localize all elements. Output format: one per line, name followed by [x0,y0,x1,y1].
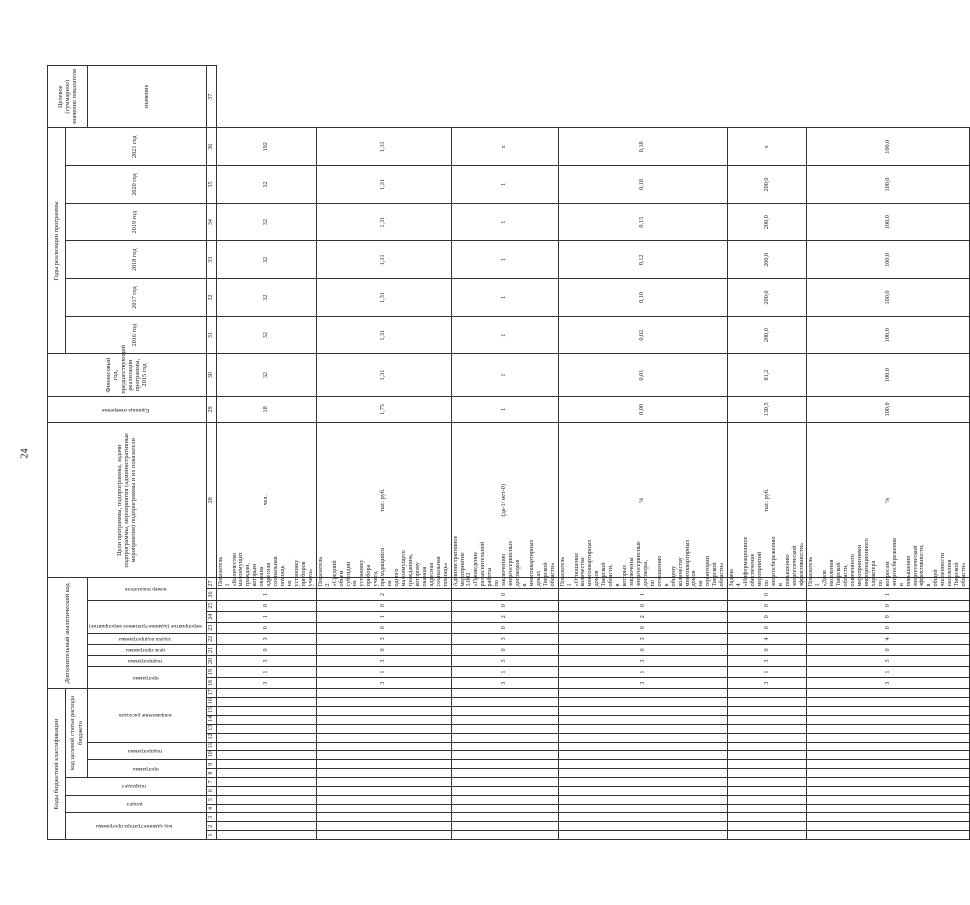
dak-cell: 0 [558,644,728,655]
col-number: 23 [206,622,216,633]
dak-cell: 0 [451,589,558,600]
dak-cell: 0 [728,644,807,655]
col-number: 29 [206,396,216,423]
dak-cell: 0 [728,600,807,611]
unit-cell: % [558,423,728,578]
programma-header: программа [88,760,207,778]
podprogramma-header: подпрограмма [88,742,207,760]
dak-meropriyatie-header: мероприятие (административное мероприятие) [88,600,207,633]
dak-cell: 0 [558,622,728,633]
admin-code-header: код администратора программы [66,813,207,840]
year-value: 100,0 [807,316,970,354]
dak-group-header: Дополнительный аналитический код [48,578,88,689]
year-2017-header: 2017 год [66,279,207,317]
unit-header: Единица измерения [48,396,207,423]
indicator-text: Задача 4 «Информационное обеспечение мероприятий по энергосбережению и повышению энергетической эффективности» [728,578,807,589]
dak-cell: 3 [807,678,970,689]
year-value: 1,31 [316,241,451,279]
col-number: 33 [206,241,216,279]
year-2021-header: 2021 год [66,128,207,166]
dak-cell: 0 [451,600,558,611]
dak-cell: 3 [807,655,970,666]
col-number: 17 [206,689,216,698]
year-2020-header: 2020 год [66,166,207,204]
dak-cell: 0 [807,611,970,622]
dak-cell: 2 [558,611,728,622]
target-value: 192 [216,128,316,166]
col-number: 14 [206,715,216,724]
year-value: 0,18 [558,166,728,204]
dak-cell: 3 [728,655,807,666]
dak-cell: 0 [728,611,807,622]
col-number: 15 [206,707,216,716]
page-number: 24 [19,448,31,459]
col-number: 35 [206,166,216,204]
year-2019-header: 2019 год [66,203,207,241]
target-group-header: Целевое (суммарное) значение показателя [48,66,88,128]
year-value: 81,2 [728,354,807,396]
year-value: 32 [216,203,316,241]
dak-cell: 0 [451,644,558,655]
col-number: 31 [206,316,216,354]
dak-cell: 0 [807,600,970,611]
year-value: 32 [216,354,316,396]
table-row [316,66,451,840]
col-number: 18 [206,678,216,689]
indicator-text: Показатель 1 «Доля населения Тверской области, охваченного мероприятиями информационного характера по вопросам энергосбережения и повышения энергетической эффективности, в общей численности населения Тверской области» [807,578,970,589]
col-number: 16 [206,698,216,707]
dak-cell: 0 [728,622,807,633]
year-value: 1 [451,354,558,396]
year-value: 1,31 [316,166,451,204]
dak-cell: 1 [216,667,316,678]
year-value: 0,12 [558,241,728,279]
column-number-row [206,66,216,840]
col-number: 24 [206,611,216,622]
year-value: 100,0 [807,203,970,241]
dak-cell: 3 [216,678,316,689]
dak-cell: 1 [451,667,558,678]
year-value: 32 [216,166,316,204]
year-value: 1 [451,166,558,204]
dak-cell: 0 [558,600,728,611]
dak-zadacha-header: задача подпрограммы [88,633,207,644]
year-value: 200,0 [728,279,807,317]
target-value: х [728,128,807,166]
dak-cell: 0 [807,622,970,633]
landscape-page [47,65,968,840]
col-number: 2 [206,822,216,831]
unit-cell: тыс. руб. [728,423,807,578]
dak-cell: 1 [807,589,970,600]
unit-cell: (да-1/ нет-0) [451,423,558,578]
year-value: 1 [451,279,558,317]
table-row [451,66,558,840]
year-value: 1 [451,316,558,354]
dak-cell: 3 [451,655,558,666]
dak-cell: 0 [728,589,807,600]
dak-cell: 3 [558,633,728,644]
year-value: 100,0 [807,354,970,396]
dak-cell: 4 [728,633,807,644]
col-number: 22 [206,633,216,644]
indicator-text: Показатель 1 «Количество малоимущих граждан, которым оказана адресная социальная помощь на установку приборов учета» [216,578,316,589]
col-number: 1 [206,831,216,840]
dak-cell: 0 [807,644,970,655]
col-number: 27 [206,578,216,589]
dak-cell: 0 [316,600,451,611]
dak-cell: 3 [316,633,451,644]
base-value: 1,75 [316,396,451,423]
year-value: 0,02 [558,316,728,354]
fin-year-header: Финансовый год, предшествующий реализации программы, 2015 год [48,354,207,396]
dak-cell: 1 [728,667,807,678]
table-row [807,66,970,840]
dak-cell: 1 [316,667,451,678]
table-row [728,66,807,840]
dak-cell: 0 [316,622,451,633]
base-value: 1 [451,396,558,423]
dak-cell: 3 [216,633,316,644]
kbk-group-header: Коды бюджетной классификации [48,689,66,840]
dak-cell: 3 [316,655,451,666]
podrazdel-header: подраздел [66,777,207,795]
col-number: 26 [206,589,216,600]
col-number: 36 [206,128,216,166]
col-number: 19 [206,667,216,678]
dak-cell: 1 [558,589,728,600]
year-value: 32 [216,241,316,279]
year-value: 32 [216,316,316,354]
col-number: 13 [206,724,216,733]
target-value: 0,18 [558,128,728,166]
col-number: 4 [206,804,216,813]
col-number: 3 [206,813,216,822]
dak-cell: 4 [807,633,970,644]
program-table [47,65,970,840]
dak-cell: 1 [216,611,316,622]
dak-cell: 1 [807,667,970,678]
header-row-groups [48,66,66,840]
dak-cell: 3 [316,678,451,689]
col-number: 28 [206,423,216,578]
year-value: 0,15 [558,203,728,241]
base-value: 130,5 [728,396,807,423]
unit-cell: % [807,423,970,578]
base-value: 18 [216,396,316,423]
target-value-header: значение [88,66,207,128]
year-value: 200,0 [728,203,807,241]
year-value: 32 [216,279,316,317]
unit-cell: тыс. руб. [316,423,451,578]
target-value: 100,0 [807,128,970,166]
target-value: 1,31 [316,128,451,166]
table-row [558,66,728,840]
dak-cell: 3 [451,678,558,689]
years-group-header: Годы реализации программы [48,128,66,354]
col-number: 20 [206,655,216,666]
dak-cell: 0 [216,622,316,633]
col-number: 6 [206,786,216,795]
year-value: 0,01 [558,354,728,396]
goals-header: Цели программы, подпрограммы, задачи подпрограммы, мероприятия (административные мероприятия) подпрограммы и их показатели [48,423,207,578]
year-value: 1,31 [316,316,451,354]
col-number: 5 [206,795,216,804]
year-value: 1,31 [316,354,451,396]
indicator-text: Административное мероприятие 3.002 «Проведение разъяснительной работы по заключению энергосервисных договоров в многоквартирных домах Тверской области» [451,578,558,589]
dak-cell: 0 [316,644,451,655]
year-value: 200,0 [728,316,807,354]
year-2016-header: 2016 год [66,316,207,354]
year-value: 1 [451,241,558,279]
col-number: 10 [206,751,216,760]
year-value: 100,0 [807,241,970,279]
dak-cell: 3 [451,633,558,644]
dak-cell: 0 [216,644,316,655]
year-value: 1,31 [316,279,451,317]
indicator-text: Показатель 1 «Отношение количества многоквартирных домов Тверской области, в которых заключены энергосервисные договоры, по отношению к общему количеству многоквартирных домов на территории Тверской области» [558,578,728,589]
year-2018-header: 2018 год [66,241,207,279]
col-number: 37 [206,66,216,128]
col-number: 25 [206,600,216,611]
col-number: 12 [206,733,216,742]
razdel-header: раздел [66,795,207,813]
col-number: 34 [206,203,216,241]
dak-cell: 2 [451,611,558,622]
kcsr-group-header: код целевой статьи расхода бюджета [66,689,88,778]
year-value: 100,0 [807,279,970,317]
dak-cell: 0 [451,622,558,633]
dak-cell: 2 [316,589,451,600]
col-number: 7 [206,777,216,786]
year-value: 1,31 [316,203,451,241]
dak-podprogramma-header: подпрограмма [88,655,207,666]
dak-programma-header: программа [88,667,207,689]
col-number: 8 [206,769,216,778]
indicator-text: Показатель 2 «Средний объем субсидии на установку прибора учета, приходящийся на одного малоимущего гражданина, которому оказана адресная социальная помощь» [316,578,451,589]
dak-cell: 3 [728,678,807,689]
col-number: 11 [206,742,216,751]
col-number: 21 [206,644,216,655]
dak-cel-header: цель программы [88,644,207,655]
base-value: 0,00 [558,396,728,423]
year-value: 1 [451,203,558,241]
table-row [216,66,316,840]
col-number: 32 [206,279,216,317]
dak-cell: 0 [216,600,316,611]
base-value: 100,0 [807,396,970,423]
col-number: 9 [206,760,216,769]
dak-cell: 1 [216,589,316,600]
dak-cell: 3 [216,655,316,666]
year-value: 0,10 [558,279,728,317]
target-value: х [451,128,558,166]
col-number: 30 [206,354,216,396]
dak-cell: 1 [316,611,451,622]
year-value: 200,0 [728,241,807,279]
napravlenie-header: направление расходов [88,689,207,742]
year-value: 200,0 [728,166,807,204]
dak-cell: 1 [558,667,728,678]
unit-cell: чел. [216,423,316,578]
dak-cell: 3 [558,655,728,666]
dak-cell: 3 [558,678,728,689]
year-value: 100,0 [807,166,970,204]
dak-nomer-header: номер показателя [88,578,207,600]
